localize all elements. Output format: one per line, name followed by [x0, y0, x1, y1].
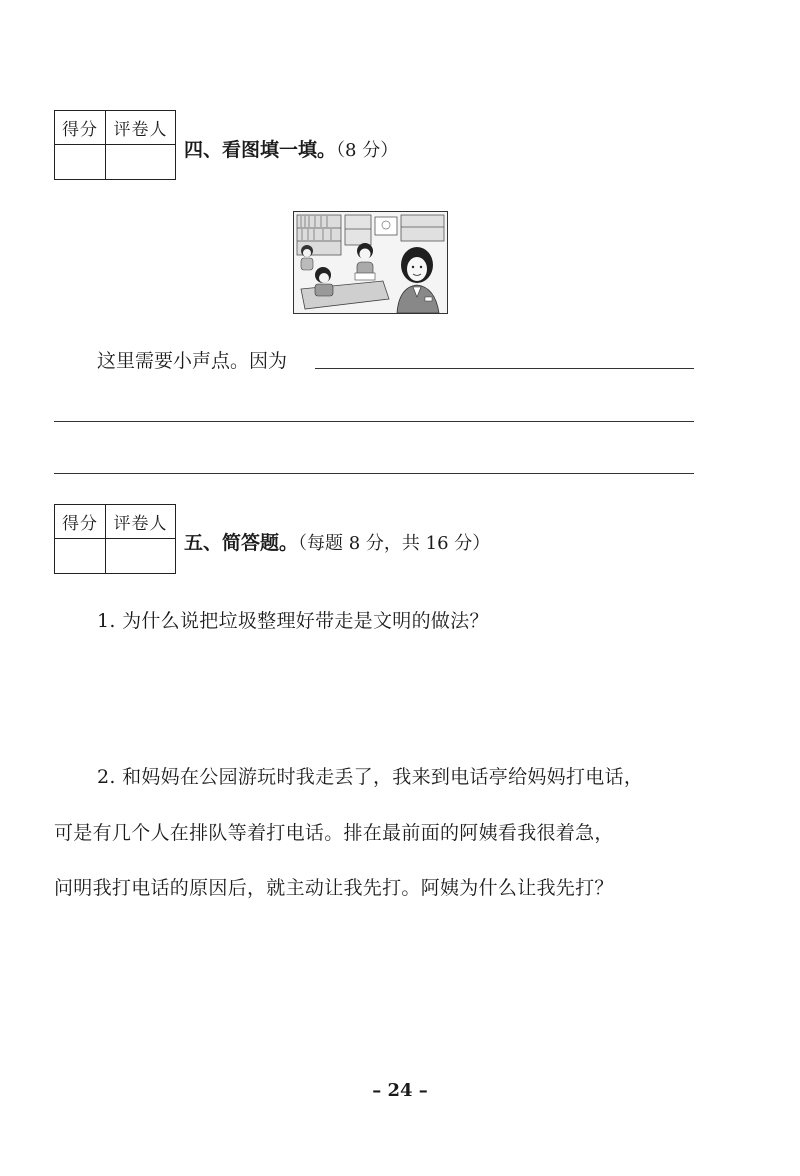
section-4-points: （8 分） [336, 140, 399, 161]
answer-blank-line-2[interactable] [54, 421, 694, 422]
question-2-line-2: 可是有几个人在排队等着打电话。排在最前面的阿姨看我很着急， [54, 822, 614, 844]
score-label: 得分 [55, 111, 106, 145]
grader-label: 评卷人 [106, 505, 175, 539]
question-2-line-1: 2. 和妈妈在公园游玩时我走丢了，我来到电话亭给妈妈打电话， [97, 766, 644, 788]
score-label: 得分 [55, 505, 106, 539]
question-1: 1. 为什么说把垃圾整理好带走是文明的做法？ [97, 610, 489, 632]
score-cell[interactable] [55, 145, 106, 179]
grader-cell[interactable] [106, 539, 175, 573]
grader-cell[interactable] [106, 145, 175, 179]
section-4-heading: 四、看图填一填。 [184, 139, 337, 161]
grader-label: 评卷人 [106, 111, 175, 145]
page-number: – 24 – [372, 1080, 428, 1101]
answer-blank-line-3[interactable] [54, 473, 694, 474]
section-5-points: （每题 8 分，共 16 分） [298, 533, 491, 554]
score-cell[interactable] [55, 539, 106, 573]
library-reading-scene-image [293, 211, 448, 314]
question-2-line-3: 问明我打电话的原因后，就主动让我先打。阿姨为什么让我先打？ [54, 877, 614, 899]
fill-in-prompt: 这里需要小声点。因为 [97, 350, 288, 372]
section-4-title [184, 135, 398, 162]
score-box-section-4 [54, 110, 176, 180]
section-5-heading: 五、简答题。 [184, 532, 299, 554]
score-box-section-5 [54, 504, 176, 574]
answer-blank-line-1[interactable] [315, 368, 694, 369]
section-5-title [184, 528, 490, 555]
